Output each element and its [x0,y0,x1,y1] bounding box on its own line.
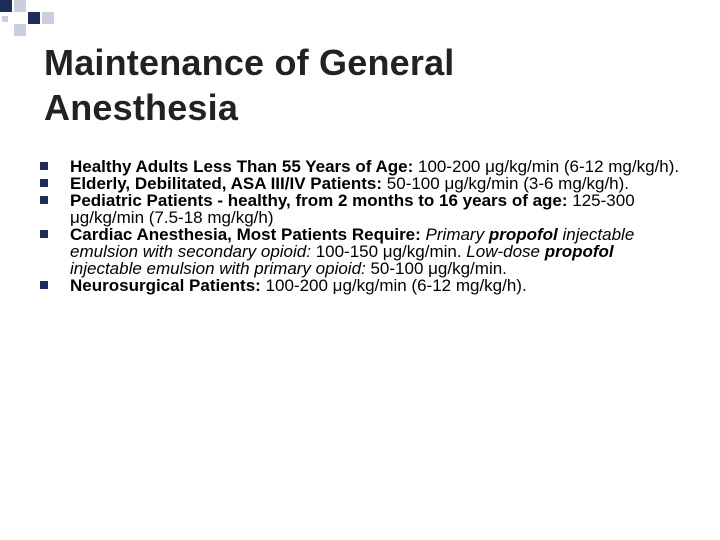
drug-name: propofol [544,242,614,261]
list-item [40,277,680,294]
bullet-text: Primary [420,225,489,244]
square-bullet-icon [40,179,48,187]
bullet-text: 100-150 μg/kg/min. [310,242,467,261]
bullet-list [40,158,680,294]
bullet-label: Cardiac Anesthesia, Most Patients Require: [70,225,421,244]
list-item [40,158,680,175]
decor-square [14,24,26,36]
square-bullet-icon [40,196,48,204]
decor-square [42,12,54,24]
bullet-text: 100-200 μg/kg/min (6-12 mg/kg/h). [260,276,527,295]
bullet-label: Pediatric Patients - healthy, from 2 months to 16 years of age: [70,191,568,210]
square-bullet-icon [40,162,48,170]
bullet-label: Elderly, Debilitated, ASA III/IV Patients: [70,174,383,193]
list-item [40,175,680,192]
bullet-label: Healthy Adults Less Than 55 Years of Age: [70,157,414,176]
bullet-text: injectable emulsion with primary opioid: [70,259,366,278]
decor-square [14,0,26,12]
list-item [40,192,680,226]
slide-title [44,40,684,130]
square-bullet-icon [40,230,48,238]
bullet-text: 50-100 μg/kg/min (3-6 mg/kg/h). [382,174,630,193]
bullet-text: 100-200 μg/kg/min (6-12 mg/kg/h). [413,157,680,176]
title-line: Anesthesia [44,87,239,128]
bullet-text: 50-100 μg/kg/min. [365,259,507,278]
square-bullet-icon [40,281,48,289]
bullet-label: Neurosurgical Patients: [70,276,261,295]
decor-square [28,12,40,24]
decor-square [0,0,12,12]
list-item [40,226,680,277]
bullet-text: Low-dose [466,242,545,261]
corner-decoration [0,0,90,40]
bullet-text: injectable emulsion with secondary opioid: [70,225,635,261]
title-line: Maintenance of General [44,42,455,83]
bullet-text: 125-300 μg/kg/min (7.5-18 mg/kg/h) [70,191,635,227]
drug-name: propofol [488,225,558,244]
decor-square [2,16,8,22]
